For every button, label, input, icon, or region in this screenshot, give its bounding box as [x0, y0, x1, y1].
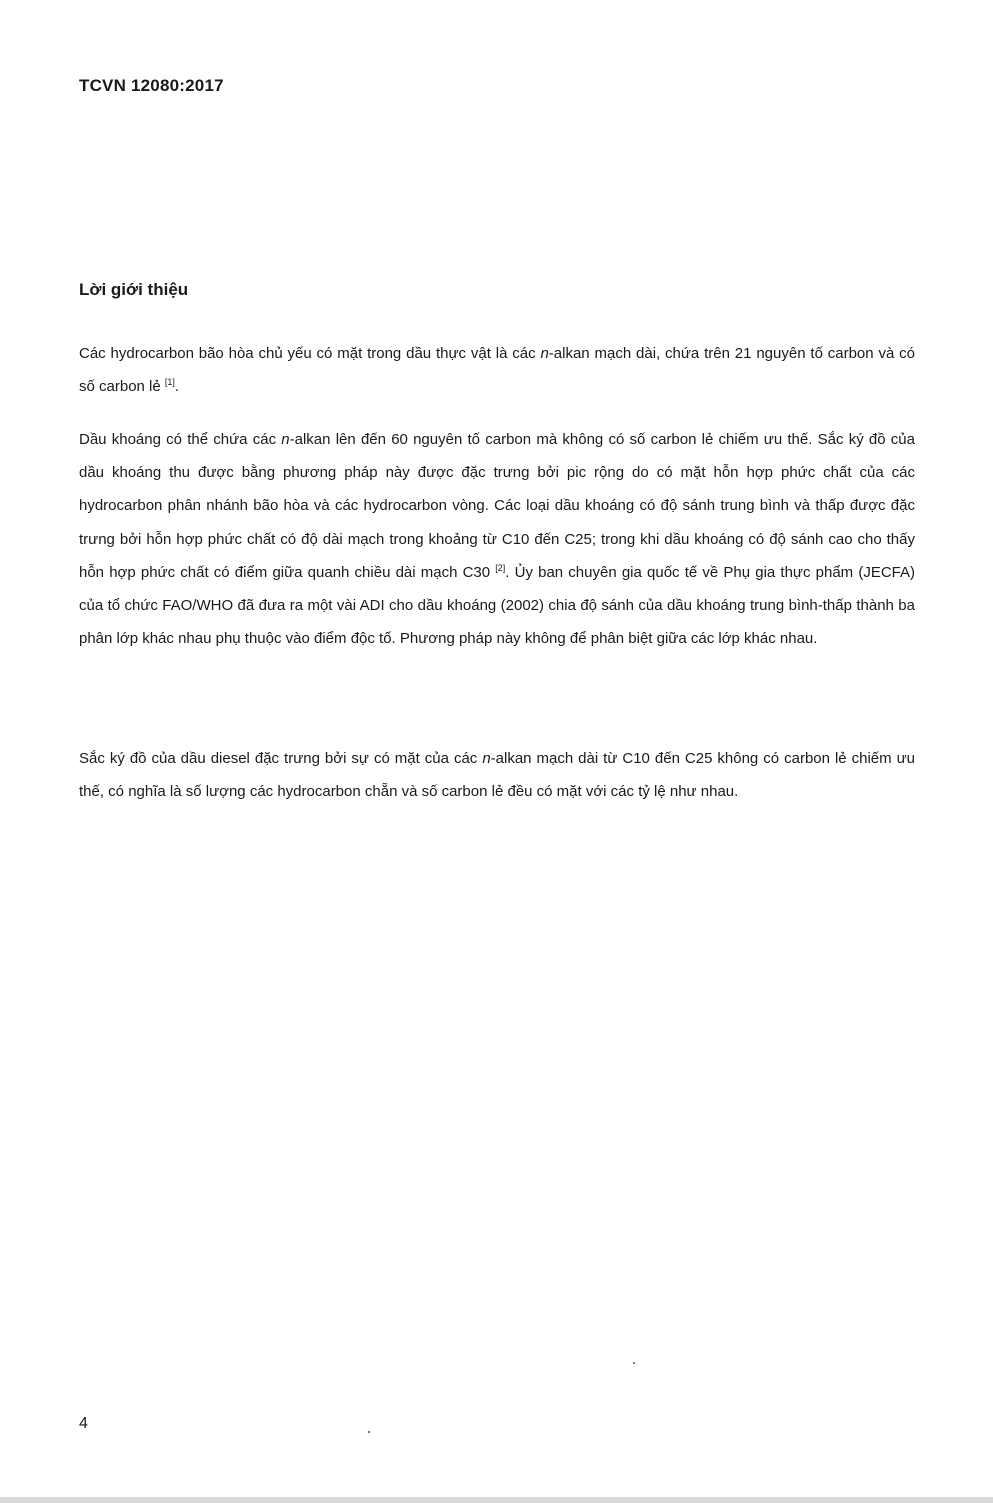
paragraph-1-italic-n: n	[540, 345, 549, 362]
document-code-header: TCVN 12080:2017	[79, 76, 224, 95]
paragraph-1	[79, 337, 915, 403]
scan-speck	[368, 1431, 370, 1433]
paragraph-3-text-b: -alkan mạch dài từ C10 đến C25 không có carbon lẻ chiếm ưu thế, có nghĩa là số lượng các hydrocarbon chẵn và số carbon lẻ đều có mặt với các tỷ lệ như nhau.	[79, 750, 916, 801]
paragraph-2	[79, 423, 915, 655]
paragraph-2-italic-n: n	[281, 431, 290, 448]
paragraph-3	[79, 742, 915, 808]
paragraph-2-text-c: . Ủy ban chuyên gia quốc tế về Phụ gia thực phẩm (JECFA) của tổ chức FAO/WHO đã đưa ra một vài ADI cho dầu khoáng (2002) chia độ sánh của dầu khoáng trung bình-thấp thành ba phân lớp khác nhau phụ thuộc vào điểm độc tố. Phương pháp này không để phân biệt giữa các lớp khác nhau.	[79, 563, 915, 648]
paragraph-3-text-a: Sắc ký đồ của dầu diesel đặc trưng bởi sự có mặt của các	[79, 750, 483, 767]
paragraph-1-text-a: Các hydrocarbon bão hòa chủ yếu có mặt trong dầu thực vật là các	[79, 345, 541, 362]
paragraph-3-italic-n: n	[482, 750, 491, 767]
scan-bottom-edge	[0, 1497, 993, 1503]
reference-2: [2]	[495, 562, 506, 573]
paragraph-1-text-c: .	[174, 378, 180, 396]
paragraph-2-text-b: -alkan lên đến 60 nguyên tố carbon mà không có số carbon lẻ chiếm ưu thế. Sắc ký đồ của dầu khoáng thu được bằng phương pháp này được đặc trưng bởi pic rộng do có mặt hỗn hợp phức chất của các hydrocarbon phân nhánh bão hòa và các hydrocarbon vòng. Các loại dầu khoáng có độ sánh trung bình và thấp được đặc trưng bởi hỗn hợp phức chất có độ dài mạch trong khoảng từ C10 đến C25; trong khi dầu khoáng có độ sánh cao cho thấy hỗn hợp phức chất có điểm giữa quanh chiều dài mạch C30	[79, 431, 915, 581]
page-number: 4	[79, 1415, 88, 1432]
section-title: Lời giới thiệu	[79, 280, 189, 299]
reference-1: [1]	[164, 377, 175, 388]
scan-speck	[633, 1362, 635, 1364]
paragraph-2-text-a: Dầu khoáng có thể chứa các	[79, 431, 282, 448]
paragraph-1-text-b: -alkan mạch dài, chứa trên 21 nguyên tố carbon và có số carbon lẻ	[79, 345, 915, 396]
